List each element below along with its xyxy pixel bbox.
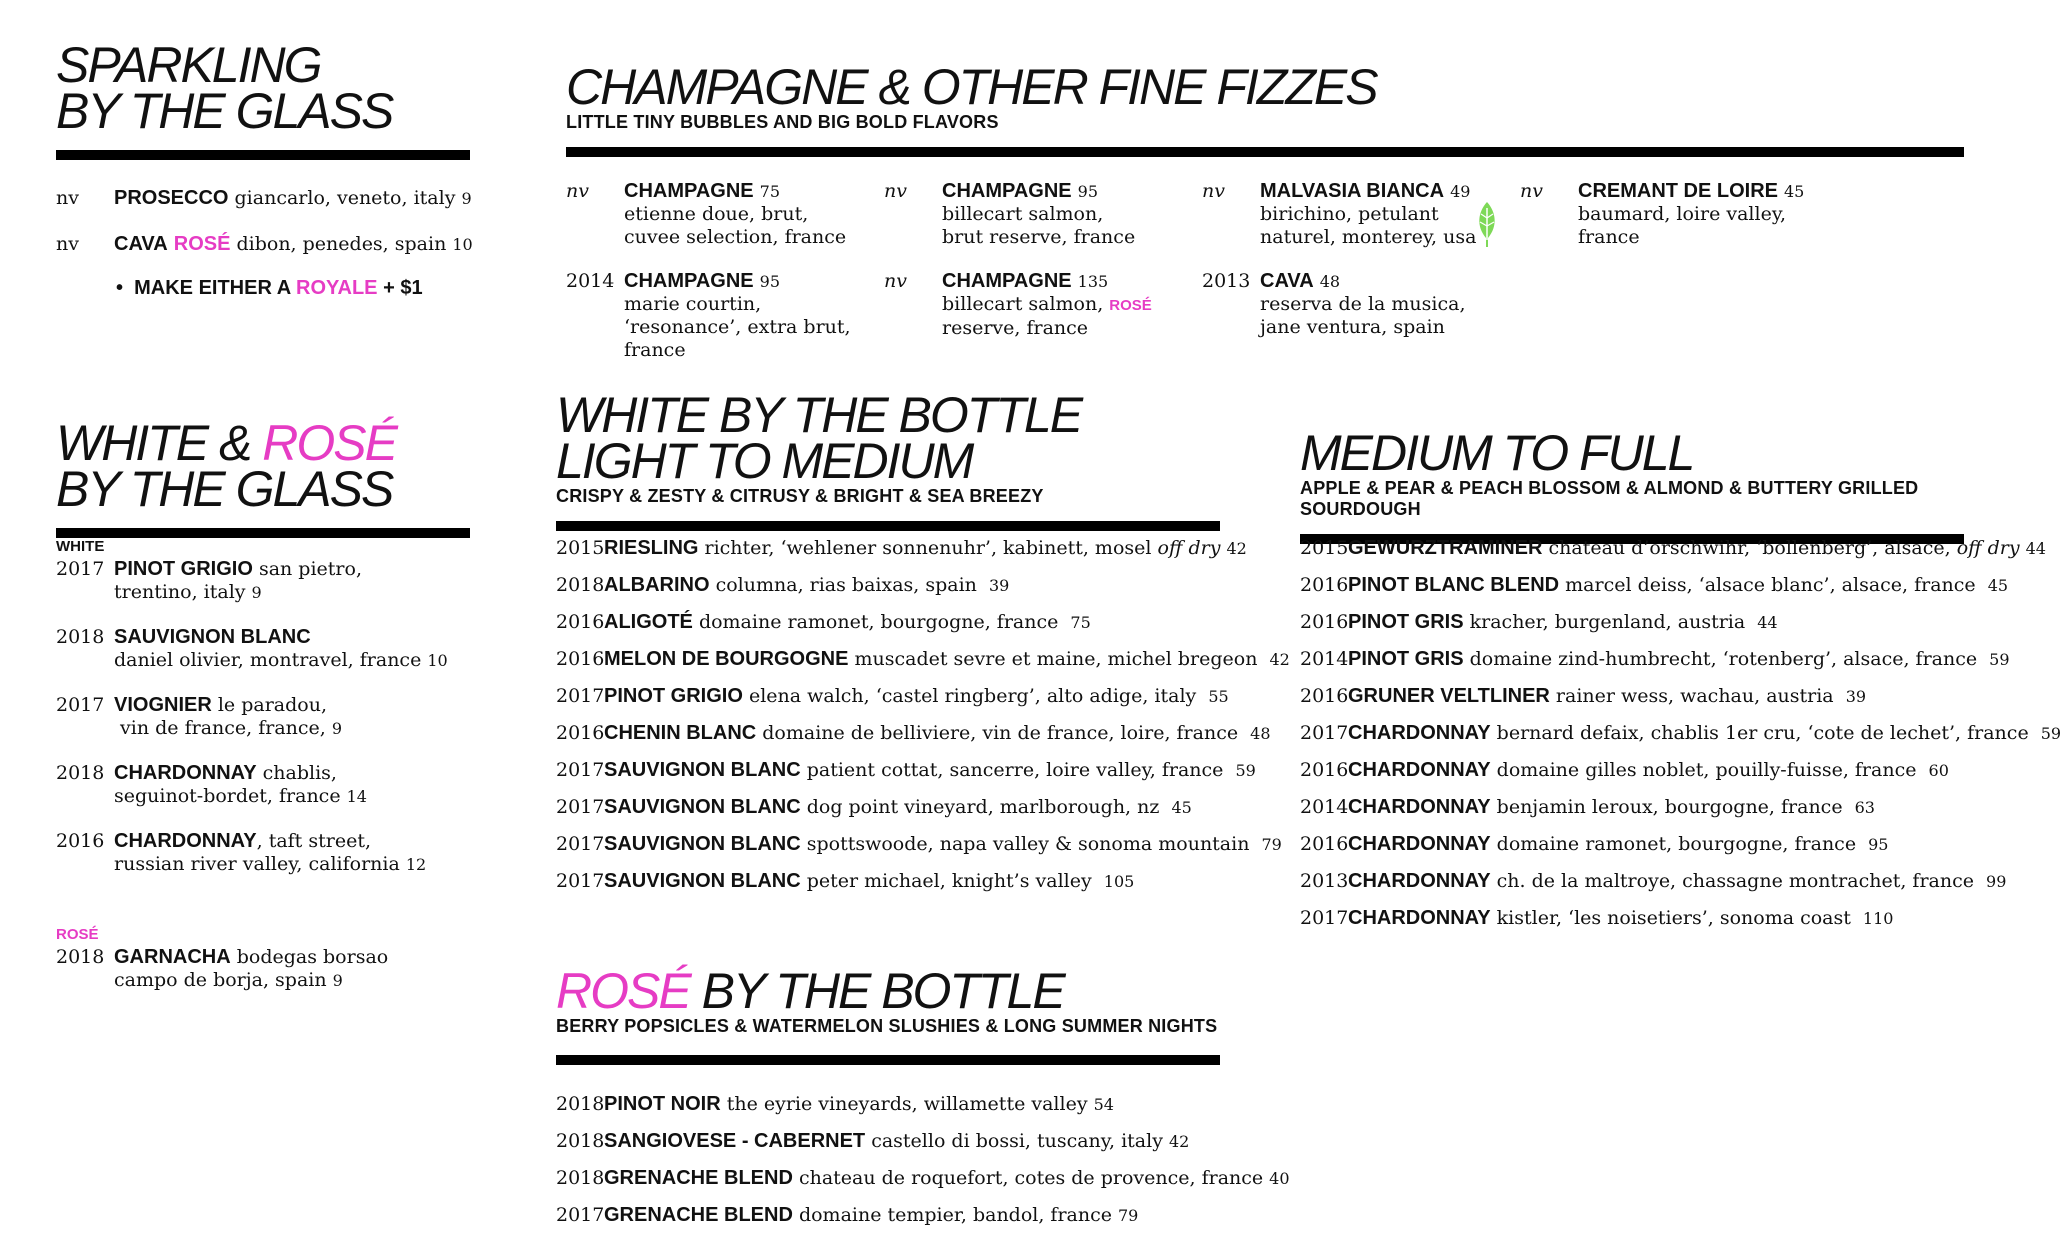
wine-desc: chateau d’orschwihr, ‘bollenberg’, alsace, xyxy=(1548,537,1951,559)
wine-name: SAUVIGNON BLANC xyxy=(604,796,801,818)
rose-bottle-section xyxy=(556,963,1224,1065)
vintage: 2016 xyxy=(556,611,605,633)
vintage: 2016 xyxy=(556,722,605,744)
wine-desc: bernard defaix, chablis 1er cru, ‘cote de lechet’, france xyxy=(1496,722,2029,744)
wine-price: 42 xyxy=(1168,1132,1190,1151)
section-title: WHITE BY THE BOTTLE LIGHT TO MEDIUM xyxy=(556,387,1082,489)
wine-price: 99 xyxy=(1986,872,2007,891)
champagne-grid: nv CHAMPAGNE 75 etienne doue, brut, cuvee selection, france nv CHAMPAGNE 95 billecart salmon, brut reserve, france nv MALVASIA BIANCA 49 birichino, petulant naturel, monterey, usa nv CREMANT DE LOIRE 45 baumard, loire valley, france 2014 CHAMPAGNE 95 marie courtin, ‘resonance’, extra brut, france nv CHAMPAGNE 135 billecart salmon, ROSÉ reserve, france 2013 CAVA 48 reserva de la musica, jane ventura, spain xyxy=(566,180,1805,361)
wine-desc: ch. de la maltroye, chassagne montrachet, france xyxy=(1496,870,1974,892)
vintage: 2016 xyxy=(1300,574,1349,596)
wine-name: GRUNER VELTLINER xyxy=(1348,685,1550,707)
vintage: 2016 xyxy=(1300,833,1349,855)
vintage: 2017 xyxy=(556,759,605,781)
vintage: 2015 xyxy=(1300,537,1349,559)
wine-price: 40 xyxy=(1269,1169,1290,1188)
wine-desc: rainer wess, wachau, austria xyxy=(1555,685,1834,707)
section-rule xyxy=(556,1055,1220,1065)
list-item: nv PROSECCO giancarlo, veneto, italy 9 xyxy=(56,187,472,209)
wine-desc: the eyrie vineyards, willamette valley xyxy=(726,1093,1088,1115)
wine-name: CHARDONNAY xyxy=(1348,722,1491,744)
wine-price: 95 xyxy=(1868,835,1889,854)
vintage: 2018 xyxy=(556,1130,605,1152)
section-rule xyxy=(56,528,470,538)
wine-desc: domaine ramonet, bourgogne, france xyxy=(698,611,1059,633)
wine-desc: castello di bossi, tuscany, italy xyxy=(871,1130,1163,1152)
wine-price: 63 xyxy=(1854,798,1875,817)
section-title: CHAMPAGNE & OTHER FINE FIZZES xyxy=(566,59,1377,115)
wine-desc: patient cottat, sancerre, loire valley, france xyxy=(806,759,1224,781)
vintage: 2018 xyxy=(556,574,605,596)
wine-desc: domaine zind-humbrecht, ‘rotenberg’, alsace, france xyxy=(1469,648,1978,670)
section-subtitle: CRISPY & ZESTY & CITRUSY & BRIGHT & SEA BREEZY xyxy=(556,486,1044,506)
wine-desc: richter, ‘wehlener sonnenuhr’, kabinett, mosel xyxy=(704,537,1152,559)
wine-price: 55 xyxy=(1208,687,1229,706)
sparkling-glass-section xyxy=(56,37,473,326)
vintage: 2017 xyxy=(1300,722,1349,744)
section-title: ROSÉ BY THE BOTTLE xyxy=(556,963,1064,1019)
wine-desc: domaine tempier, bandol, france xyxy=(798,1204,1112,1226)
rose-label: ROSÉ xyxy=(56,926,99,943)
section-title: SPARKLING BY THE GLASS xyxy=(56,37,393,139)
wine-name: PINOT GRIS xyxy=(1348,648,1464,670)
wine-style: off dry xyxy=(1157,537,1221,559)
wine-name: SAUVIGNON BLANC xyxy=(604,759,801,781)
wine-desc: muscadet sevre et maine, michel bregeon xyxy=(854,648,1258,670)
wine-price: 59 xyxy=(2040,724,2061,743)
wine-desc: marcel deiss, ‘alsace blanc’, alsace, france xyxy=(1565,574,1976,596)
white-bottle-light-list xyxy=(556,536,1290,896)
wine-price: 42 xyxy=(1226,539,1247,558)
wine-price: 110 xyxy=(1862,909,1894,928)
vintage: 2016 xyxy=(1300,685,1349,707)
vintage: 2017 xyxy=(1300,907,1349,929)
wine-name: SAUVIGNON BLANC xyxy=(604,870,801,892)
vintage: 2017 xyxy=(556,1204,605,1226)
wine-price: 45 xyxy=(1171,798,1192,817)
section-rule xyxy=(566,147,1964,157)
wine-name: CHARDONNAY xyxy=(1348,796,1491,818)
wine-name: CHENIN BLANC xyxy=(604,722,757,744)
section-rule xyxy=(56,150,470,160)
wine-desc: peter michael, knight’s valley xyxy=(806,870,1092,892)
wine-desc: kistler, ‘les noisetiers’, sonoma coast xyxy=(1496,907,1851,929)
wine-price: 48 xyxy=(1250,724,1271,743)
section-subtitle: APPLE & PEAR & PEACH BLOSSOM & ALMOND & BUTTERY GRILLED SOURDOUGH xyxy=(1300,478,1919,519)
wine-name: ALIGOTÉ xyxy=(604,611,693,633)
wine-name: GRENACHE BLEND xyxy=(604,1167,793,1189)
leaf-icon xyxy=(1474,200,1500,248)
wine-price: 105 xyxy=(1103,872,1135,891)
medium-full-section xyxy=(1300,425,2040,544)
vintage: 2014 xyxy=(1300,796,1349,818)
wine-desc: domaine gilles noblet, pouilly-fuisse, france xyxy=(1496,759,1917,781)
wine-name: CHARDONNAY xyxy=(1348,833,1491,855)
wine-name: SANGIOVESE - CABERNET xyxy=(604,1130,866,1152)
white-glass-list: WHITE 2017 PINOT GRIGIO san pietro, trentino, italy 9 2018 SAUVIGNON BLANC daniel olivier, montravel, france 10 2017 VIOGNIER le paradou, vin de france, france, 9 2018 CHARDONNAY chablis, seguinot-bordet, france 14 2016 CHARDONNAY, taft street, russian river valley, california 12 ROSÉ 2018 GARNACHA bodegas borsao campo de borja, spain 9 xyxy=(56,538,448,991)
section-title: MEDIUM TO FULL xyxy=(1300,425,1694,481)
section-title: WHITE & ROSÉ BY THE GLASS xyxy=(56,415,396,517)
wine-price: 39 xyxy=(1845,687,1867,706)
wine-desc: dog point vineyard, marlborough, nz xyxy=(806,796,1160,818)
vintage: 2016 xyxy=(556,648,605,670)
white-label: WHITE xyxy=(56,538,105,555)
wine-desc: domaine de belliviere, vin de france, loire, france xyxy=(762,722,1239,744)
vintage: 2016 xyxy=(1300,759,1349,781)
white-bottle-light-section xyxy=(556,387,1224,531)
bullet: • xyxy=(116,277,129,299)
list-item: nv CAVA ROSÉ dibon, penedes, spain 10 xyxy=(56,233,473,255)
section-subtitle: BERRY POPSICLES & WATERMELON SLUSHIES & LONG SUMMER NIGHTS xyxy=(556,1016,1218,1036)
vintage: 2017 xyxy=(556,833,605,855)
wine-name: CHARDONNAY xyxy=(1348,870,1491,892)
wine-name: GRENACHE BLEND xyxy=(604,1204,793,1226)
wine-name: PINOT NOIR xyxy=(604,1093,721,1115)
wine-price: 75 xyxy=(1070,613,1091,632)
wine-name: CHARDONNAY xyxy=(1348,907,1491,929)
wine-name: PINOT BLANC BLEND xyxy=(1348,574,1560,596)
wine-desc: elena walch, ‘castel ringberg’, alto adige, italy xyxy=(748,685,1197,707)
wine-price: 44 xyxy=(1757,613,1778,632)
wine-name: SAUVIGNON BLANC xyxy=(604,833,801,855)
wine-name: MELON DE BOURGOGNE xyxy=(604,648,849,670)
wine-desc: benjamin leroux, bourgogne, france xyxy=(1496,796,1843,818)
wine-desc: domaine ramonet, bourgogne, france xyxy=(1496,833,1857,855)
wine-style: off dry xyxy=(1956,537,2020,559)
wine-name: CHARDONNAY xyxy=(1348,759,1491,781)
wine-desc: spottswoode, napa valley & sonoma mountain xyxy=(806,833,1250,855)
wine-price: 54 xyxy=(1093,1095,1114,1114)
white-rose-glass-section xyxy=(56,415,470,538)
wine-name: GEWURZTRAMINER xyxy=(1348,537,1543,559)
wine-name: PINOT GRIS xyxy=(1348,611,1464,633)
section-subtitle: LITTLE TINY BUBBLES AND BIG BOLD FLAVORS xyxy=(566,112,999,132)
vintage: 2016 xyxy=(1300,611,1349,633)
vintage: 2017 xyxy=(556,870,605,892)
wine-name: RIESLING xyxy=(604,537,699,559)
vintage: 2013 xyxy=(1300,870,1349,892)
vintage: 2017 xyxy=(556,685,605,707)
wine-price: 44 xyxy=(2025,539,2046,558)
wine-desc: chateau de roquefort, cotes de provence, france xyxy=(798,1167,1264,1189)
wine-price: 42 xyxy=(1269,650,1290,669)
wine-desc: columna, rias baixas, spain xyxy=(715,574,977,596)
vintage: 2018 xyxy=(556,1093,605,1115)
wine-desc: kracher, burgenland, austria xyxy=(1469,611,1746,633)
vintage: 2014 xyxy=(1300,648,1349,670)
royale-note: • MAKE EITHER A ROYALE + $1 xyxy=(116,277,423,299)
vintage: 2017 xyxy=(556,796,605,818)
medium-full-list xyxy=(1300,536,2061,936)
champagne-section xyxy=(566,59,1966,157)
wine-price: 59 xyxy=(1989,650,2010,669)
wine-price: 39 xyxy=(988,576,1010,595)
wine-price: 79 xyxy=(1261,835,1282,854)
rose-bottle-list xyxy=(556,1092,1290,1232)
wine-price: 60 xyxy=(1928,761,1949,780)
section-rule xyxy=(556,521,1220,531)
vintage: 2015 xyxy=(556,537,605,559)
vintage: 2018 xyxy=(556,1167,605,1189)
wine-name: ALBARINO xyxy=(604,574,710,596)
wine-price: 59 xyxy=(1235,761,1256,780)
wine-name: PINOT GRIGIO xyxy=(604,685,743,707)
wine-price: 45 xyxy=(1987,576,2009,595)
wine-price: 79 xyxy=(1118,1206,1139,1225)
